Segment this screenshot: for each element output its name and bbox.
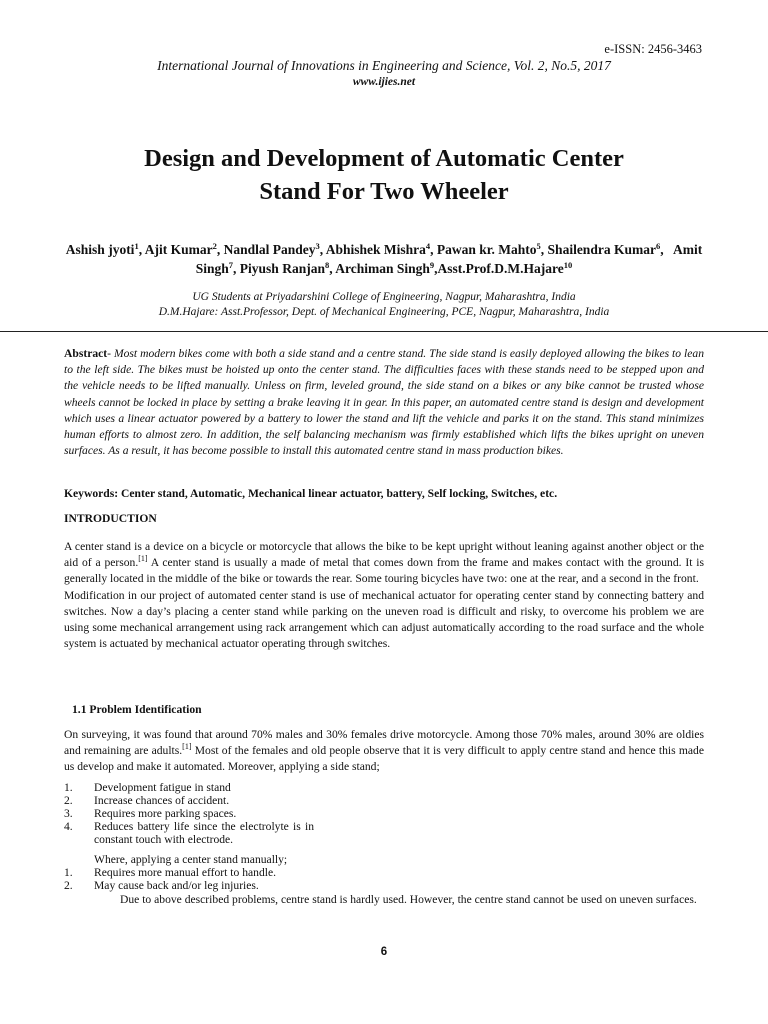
author-affiliation-marker: 1: [134, 241, 139, 251]
list-number: 1.: [64, 781, 73, 794]
author-name: Archiman Singh: [335, 261, 430, 276]
affiliations: [60, 290, 708, 319]
author-affiliation-marker: 7: [228, 260, 234, 270]
journal-name: International Journal of Innovations in Engineering and Science, Vol. 2, No.5, 2017: [157, 58, 611, 73]
author-affiliation-marker: 4: [425, 241, 431, 251]
author-name: Pawan kr. Mahto: [436, 242, 537, 257]
intro-paragraph-1: A center stand is a device on a bicycle or motorcycle that allows the bike to be kept upright without leaning against another object or the aid of a person.[1] A center stand is usually a made of metal that comes down from the frame and makes contact with the ground. It is generally located in the middle of the bike or towards the rear. Some touring bicycles have two: one at the rear, and a second in the front.: [64, 540, 704, 586]
eissn: e-ISSN: 2456-3463: [604, 42, 702, 56]
author-affiliation-marker: 2: [212, 241, 217, 251]
introduction-body: [64, 539, 704, 652]
list-text: May cause back and/or leg injuries.: [94, 879, 259, 892]
problem-identification-heading: 1.1 Problem Identification: [72, 703, 202, 716]
introduction-heading: INTRODUCTION: [64, 512, 157, 525]
author-separator: ,: [138, 242, 145, 257]
affiliation-line-2: D.M.Hajare: Asst.Professor, Dept. of Mechanical Engineering, PCE, Nagpur, Maharashtra, India: [158, 305, 610, 318]
affiliation-line-1: UG Students at Priyadarshini College of Engineering, Nagpur, Maharashtra, India: [192, 291, 576, 303]
author-separator: ,: [434, 261, 438, 276]
author-affiliation-marker: 10: [563, 260, 573, 270]
citation[interactable]: [1]: [182, 742, 192, 752]
list-text: Reduces battery life since the electrolyte is in constant touch with electrode.: [94, 820, 314, 846]
author-name: Ashish jyoti: [65, 242, 135, 257]
author-name: Nandlal Pandey: [223, 242, 316, 257]
author-name: Ajit Kumar: [144, 242, 213, 257]
list-number: 2.: [64, 879, 73, 892]
list-item: [64, 807, 704, 820]
list-number: 4.: [64, 820, 73, 833]
list-item: [64, 879, 704, 892]
center-stand-problems-list: [64, 866, 704, 892]
author-separator: ,: [233, 261, 240, 276]
paper-title: [60, 142, 708, 208]
author-name: Asst.Prof.D.M.Hajare: [437, 261, 564, 276]
author-affiliation-marker: 9: [429, 260, 435, 270]
title-line-2: Stand For Two Wheeler: [259, 178, 509, 205]
author-name: Piyush Ranjan: [239, 261, 325, 276]
abstract-label: Abstract: [64, 347, 108, 360]
list-text: Increase chances of accident.: [94, 794, 230, 807]
author-separator: ,: [319, 242, 326, 257]
author-name: Abhishek Mishra: [325, 242, 426, 257]
page-number: 6: [380, 946, 388, 958]
journal-website[interactable]: www.ijies.net: [352, 76, 416, 88]
author-separator: ,: [660, 242, 673, 257]
author-list: [60, 240, 708, 278]
list-item: [64, 866, 704, 879]
author-affiliation-marker: 3: [315, 241, 320, 251]
author-separator: ,: [216, 242, 224, 257]
author-separator: ,: [430, 242, 437, 257]
list-number: 1.: [64, 866, 73, 879]
author-affiliation-marker: 5: [536, 241, 541, 251]
author-name: Shailendra Kumar: [547, 242, 656, 257]
intro-paragraph-2: Modification in our project of automated center stand is use of mechanical actuator for operating center stand by connecting battery and switches. Now a day’s placing a center stand while parking on the uneven road is difficult and risky, to overcome his problem we are using some mechanical arrangement using rack arrangement which can adjust automatically according to the road surface and the whole system is actuated by mechanical actuator operating through switches.: [64, 588, 704, 651]
keywords: Keywords: Center stand, Automatic, Mechanical linear actuator, battery, Self locking, Switches, etc.: [64, 487, 558, 500]
list-number: 3.: [64, 807, 73, 820]
header-divider: [0, 331, 768, 332]
author-affiliation-marker: 6: [655, 241, 661, 251]
title-line-1: Design and Development of Automatic Center: [144, 145, 624, 172]
author-affiliation-marker: 8: [324, 260, 330, 270]
abstract-text: - Most modern bikes come with both a side stand and a centre stand. The side stand is easily deployed allowing the bikes to lean to the left side. The bikes must be hoisted up onto the center stand. The difficulties faces with these stands need to be stepped upon and the vehicle needs to be lifted manually. Unless on firm, leveled ground, the side stand on a bikes or any bike cannot be trusted whose wheels cannot be locked in place by setting a brake leaving it in gear. In this paper, an automated centre stand is design and development which uses a linear actuator powered by a battery to lower the stand and lift the vehicle and parks it on the stand. This stand minimizes human efforts to almost zero. In addition, the self balancing mechanism was firmly established which lifts the bikes upright on uneven surfaces. As a result, it has become possible to install this automated centre stand in mass production bikes.: [64, 347, 704, 458]
side-stand-problems-list: [64, 781, 704, 846]
citation[interactable]: [1]: [138, 554, 148, 564]
author-separator: ,: [540, 242, 548, 257]
list-item: [64, 794, 704, 807]
list-text: Requires more parking spaces.: [94, 807, 237, 820]
survey-paragraph: On surveying, it was found that around 70% males and 30% females drive motorcycle. Among those 70% males, around 30% are oldies and remaining are adults.[1] Most of the females and old people observe that it is very difficult to apply centre stand and hence this made us develop and make it automated. Moreover, applying a side stand;: [64, 728, 704, 774]
list-number: 2.: [64, 794, 73, 807]
list-text: Requires more manual effort to handle.: [94, 866, 277, 879]
list-item: [64, 820, 704, 846]
abstract: [64, 346, 704, 459]
closing-paragraph: Due to above described problems, centre stand is hardly used. However, the centre stand cannot be used on uneven surfaces.: [120, 893, 697, 906]
author-separator: ,: [329, 261, 336, 276]
list-text: Development fatigue in stand: [94, 781, 231, 794]
author-name: Amit Singh: [195, 242, 703, 276]
list-item: [64, 781, 704, 794]
center-stand-intro-line: Where, applying a center stand manually;: [94, 853, 288, 866]
